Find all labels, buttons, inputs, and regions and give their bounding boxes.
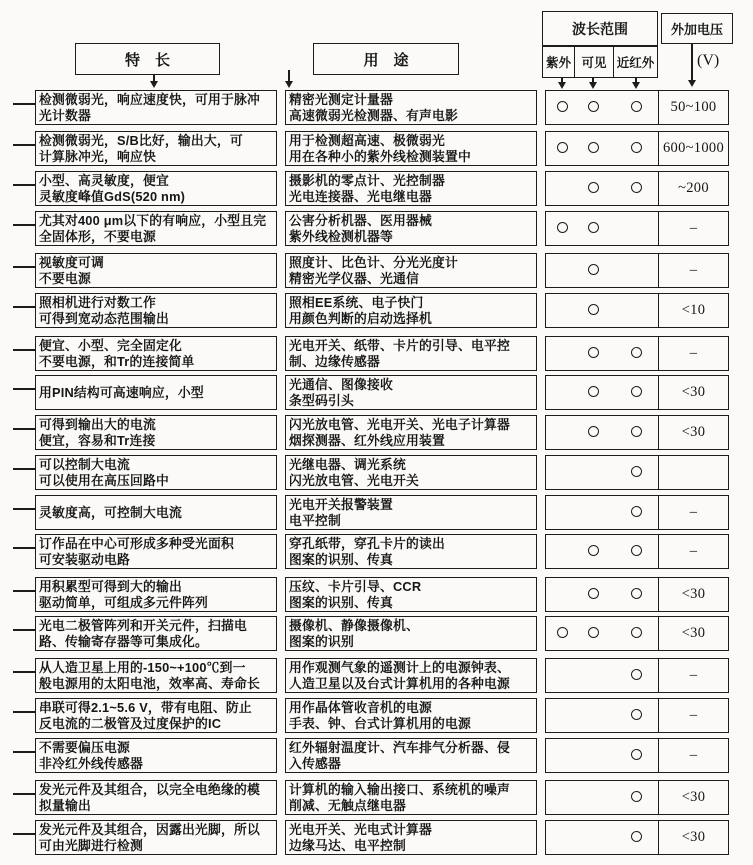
circle-mark-near-ir [631, 426, 642, 437]
use-line: 制、边缘传感器 [289, 353, 380, 369]
use-line: 电平控制 [289, 512, 341, 528]
circle-mark-near-ir [631, 347, 642, 358]
wavelength-marks-cell [546, 91, 659, 124]
circle-mark-visible [588, 545, 599, 556]
use-cell [285, 211, 537, 246]
circle-mark-visible [588, 264, 599, 275]
feature-cell [35, 738, 277, 773]
voltage-cell: – [689, 667, 698, 683]
table-row [0, 455, 753, 490]
row-tick-line [13, 671, 36, 673]
row-tick-line [13, 103, 36, 105]
marks-and-voltage-cell [545, 293, 729, 328]
wavelength-marks-cell [546, 254, 659, 287]
voltage-cell: <30 [681, 625, 706, 641]
feature-cell [35, 534, 277, 569]
circle-mark-near-ir [631, 831, 642, 842]
wavelength-marks-cell [546, 416, 659, 449]
row-tick-line [13, 266, 36, 268]
circle-mark-near-ir [631, 791, 642, 802]
feature-column-header: 特 长 [75, 43, 220, 75]
use-cell [285, 738, 537, 773]
wavelength-marks-cell [546, 821, 659, 854]
use-cell [285, 455, 537, 490]
feature-line: 光计数器 [39, 107, 91, 123]
use-line: 摄像机、静像摄像机、 [289, 618, 419, 634]
marks-and-voltage-cell [545, 253, 729, 288]
down-arrow-icon [288, 70, 290, 82]
feature-line: 路、传输寄存器等可集成化。 [39, 633, 208, 649]
feature-line: 发光元件及其组合，以完全电绝缘的模 [39, 782, 260, 798]
use-line: 边缘马达、电平控制 [289, 837, 406, 853]
feature-line: 从人造卫星上用的-150~+100℃到一 [39, 660, 246, 676]
use-line: 光电开关、纸带、卡片的引导、电平控 [289, 338, 510, 354]
table-row [0, 616, 753, 651]
use-cell [285, 534, 537, 569]
feature-cell [35, 90, 277, 125]
feature-line: 可安装驱动电路 [39, 551, 130, 567]
use-line: 紫外线检测机器等 [289, 228, 393, 244]
circle-mark-near-ir [631, 101, 642, 112]
use-cell [285, 336, 537, 371]
use-cell [285, 658, 537, 693]
wavelength-marks-cell [546, 781, 659, 814]
wavelength-marks-cell [546, 699, 659, 732]
feature-cell [35, 375, 277, 410]
voltage-cell: <30 [681, 789, 706, 805]
marks-and-voltage-cell [545, 738, 729, 773]
circle-mark-near-ir [631, 709, 642, 720]
row-tick-line [13, 388, 36, 390]
use-line: 光电开关、光电式计算器 [289, 822, 432, 838]
circle-mark-visible [588, 222, 599, 233]
use-line: 图案的识别 [289, 633, 354, 649]
feature-line: 不要电源，和Tr的连接简单 [39, 353, 195, 369]
voltage-cell: – [689, 262, 698, 278]
use-line: 条型码引头 [289, 392, 354, 408]
voltage-cell: <30 [681, 424, 706, 440]
table-row [0, 131, 753, 166]
use-cell [285, 293, 537, 328]
feature-cell [35, 698, 277, 733]
feature-line: 订作品在中心可形成多种受光面积 [39, 536, 234, 552]
voltage-cell: – [689, 543, 698, 559]
circle-mark-near-ir [631, 627, 642, 638]
use-line: 用在各种小的紫外线检测装置中 [289, 148, 471, 164]
feature-line: 可得到宽动态范围输出 [39, 310, 169, 326]
voltage-cell: <30 [681, 829, 706, 845]
table-row [0, 293, 753, 328]
use-line: 摄影机的零点计、光控制器 [289, 173, 445, 189]
use-line: 闪光放电管、光电开关、光电子计算器 [289, 417, 510, 433]
feature-line: 照相机进行对数工作 [39, 295, 156, 311]
circle-mark-visible [588, 426, 599, 437]
marks-and-voltage-cell [545, 658, 729, 693]
subheader-near-infrared: 近红外 [613, 46, 657, 77]
use-line: 图案的识别、传真 [289, 594, 393, 610]
feature-cell [35, 415, 277, 450]
use-line: 手表、钟、台式计算机用的电源 [289, 715, 471, 731]
use-cell [285, 698, 537, 733]
row-tick-line [13, 428, 36, 430]
table-row [0, 738, 753, 773]
wavelength-marks-cell [546, 132, 659, 165]
marks-and-voltage-cell [545, 90, 729, 125]
wavelength-marks-cell [546, 337, 659, 370]
wavelength-marks-cell [546, 659, 659, 692]
wavelength-range-header: 波长范围 [542, 11, 658, 47]
feature-line: 检测微弱光，响应速度快，可用于脉冲 [39, 92, 260, 108]
voltage-cell: 50~100 [670, 99, 717, 115]
use-line: 削减、无触点继电器 [289, 797, 406, 813]
table-row [0, 658, 753, 693]
circle-mark-near-ir [631, 588, 642, 599]
voltage-cell: <30 [681, 586, 706, 602]
feature-cell [35, 577, 277, 612]
circle-mark-visible [588, 142, 599, 153]
down-arrow-icon [561, 78, 563, 83]
use-cell [285, 375, 537, 410]
row-tick-line [13, 833, 36, 835]
circle-mark-near-ir [631, 545, 642, 556]
circle-mark-uv [557, 222, 568, 233]
row-tick-line [13, 306, 36, 308]
table-row [0, 698, 753, 733]
wavelength-marks-cell [546, 617, 659, 650]
circle-mark-visible [588, 304, 599, 315]
use-line: 公害分析机器、医用器械 [289, 213, 432, 229]
use-line: 图案的识别、传真 [289, 551, 393, 567]
use-line: 照度计、比色计、分光光度计 [289, 255, 458, 271]
circle-mark-near-ir [631, 182, 642, 193]
table-row [0, 577, 753, 612]
feature-line: 全固体形，不要电源 [39, 228, 156, 244]
voltage-cell: ~200 [678, 180, 709, 196]
row-tick-line [13, 184, 36, 186]
down-arrow-icon [635, 78, 637, 83]
circle-mark-visible [588, 182, 599, 193]
table-row [0, 534, 753, 569]
use-line: 入传感器 [289, 755, 341, 771]
feature-line: 计算脉冲光，响应快 [39, 148, 156, 164]
feature-line: 可以控制大电流 [39, 457, 130, 473]
circle-mark-uv [557, 627, 568, 638]
table-row [0, 495, 753, 530]
use-line: 烟探测器、红外线应用装置 [289, 432, 445, 448]
use-cell [285, 90, 537, 125]
use-line: 用于检测超高速、极微弱光 [289, 133, 445, 149]
row-tick-line [13, 508, 36, 510]
table-row [0, 211, 753, 246]
marks-and-voltage-cell [545, 616, 729, 651]
down-arrow-icon [153, 75, 155, 82]
subheader-uv: 紫外 [545, 55, 571, 70]
row-tick-line [13, 793, 36, 795]
circle-mark-visible [588, 347, 599, 358]
marks-and-voltage-cell [545, 534, 729, 569]
table-row [0, 415, 753, 450]
wavelength-marks-cell [546, 212, 659, 245]
circle-mark-near-ir [631, 466, 642, 477]
circle-mark-near-ir [631, 142, 642, 153]
use-cell [285, 577, 537, 612]
marks-and-voltage-cell [545, 375, 729, 410]
use-line: 红外辐射温度计、汽车排气分析器、侵 [289, 740, 510, 756]
marks-and-voltage-cell [545, 495, 729, 530]
use-cell [285, 253, 537, 288]
feature-line: 小型、高灵敏度，便宜 [39, 173, 169, 189]
use-column-header: 用 途 [313, 43, 459, 75]
wavelength-marks-cell [546, 376, 659, 409]
marks-and-voltage-cell [545, 820, 729, 855]
feature-cell [35, 780, 277, 815]
marks-and-voltage-cell [545, 211, 729, 246]
voltage-unit-label: (V) [697, 52, 720, 69]
circle-mark-near-ir [631, 506, 642, 517]
feature-line: 用PIN结构可高速响应，小型 [39, 384, 204, 400]
voltage-cell: <10 [681, 302, 706, 318]
row-tick-line [13, 590, 36, 592]
marks-and-voltage-cell [545, 336, 729, 371]
use-line: 光通信、图像接收 [289, 377, 393, 393]
marks-and-voltage-cell [545, 171, 729, 206]
use-line: 照相EE系统、电子快门 [289, 295, 424, 311]
row-tick-line [13, 547, 36, 549]
row-tick-line [13, 711, 36, 713]
voltage-cell: – [689, 707, 698, 723]
feature-line: 用积累型可得到大的输出 [39, 579, 182, 595]
circle-mark-near-ir [631, 749, 642, 760]
use-line: 精密光测定计量器 [289, 92, 393, 108]
feature-line: 可由光脚进行检测 [39, 837, 143, 853]
wavelength-marks-cell [546, 535, 659, 568]
table-row [0, 375, 753, 410]
table-row [0, 336, 753, 371]
wavelength-marks-cell [546, 578, 659, 611]
use-line: 压纹、卡片引导、CCR [289, 579, 422, 595]
use-cell [285, 415, 537, 450]
voltage-cell: 600~1000 [663, 140, 724, 156]
feature-line: 发光元件及其组合，因露出光脚，所以 [39, 822, 260, 838]
table-row [0, 171, 753, 206]
wavelength-marks-cell [546, 739, 659, 772]
feature-line: 反电流的二极管及过度保护的IC [39, 715, 222, 731]
row-tick-line [13, 224, 36, 226]
wavelength-subheader-row [542, 45, 658, 78]
circle-mark-uv [557, 142, 568, 153]
use-line: 人造卫星以及台式计算机用的各种电源 [289, 675, 510, 691]
circle-mark-uv [557, 101, 568, 112]
voltage-cell: – [689, 220, 698, 236]
wavelength-marks-cell [546, 456, 659, 489]
use-line: 光电连接器、光电继电器 [289, 188, 432, 204]
voltage-cell: – [689, 747, 698, 763]
use-line: 精密光学仪器、光通信 [289, 270, 419, 286]
use-cell [285, 171, 537, 206]
circle-mark-near-ir [631, 669, 642, 680]
use-line: 光继电器、调光系统 [289, 457, 406, 473]
use-line: 光电开关报警装置 [289, 497, 393, 513]
feature-line: 串联可得2.1~5.6 V，带有电阻、防止 [39, 700, 252, 716]
circle-mark-visible [588, 386, 599, 397]
marks-and-voltage-cell [545, 131, 729, 166]
feature-line: 便宜，容易和Tr连接 [39, 432, 156, 448]
use-line: 计算机的输入输出接口、系统机的噪声 [289, 782, 510, 798]
row-tick-line [13, 629, 36, 631]
use-cell [285, 820, 537, 855]
feature-cell [35, 131, 277, 166]
circle-mark-visible [588, 101, 599, 112]
use-line: 高速微弱光检测器、有声电影 [289, 107, 458, 123]
marks-and-voltage-cell [545, 415, 729, 450]
subheader-visible: 可见 [574, 46, 613, 77]
table-row [0, 780, 753, 815]
down-arrow-icon [592, 78, 594, 83]
feature-line: 可得到输出大的电流 [39, 417, 156, 433]
use-line: 闪光放电管、光电开关 [289, 472, 419, 488]
use-line: 用作晶体管收音机的电源 [289, 700, 432, 716]
feature-line: 便宜、小型、完全固定化 [39, 338, 182, 354]
table-row [0, 820, 753, 855]
voltage-cell: <30 [681, 384, 706, 400]
feature-cell [35, 293, 277, 328]
wavelength-marks-cell [546, 496, 659, 529]
marks-and-voltage-cell [545, 698, 729, 733]
feature-cell [35, 171, 277, 206]
use-line: 穿孔纸带，穿孔卡片的读出 [289, 536, 445, 552]
use-cell [285, 131, 537, 166]
marks-and-voltage-cell [545, 455, 729, 490]
feature-line: 光电二极管阵列和开关元件，扫描电 [39, 618, 247, 634]
feature-line: 尤其对400 μm以下的有响应，小型且完 [39, 213, 267, 229]
table-row [0, 90, 753, 125]
row-tick-line [13, 751, 36, 753]
feature-line: 般电源用的太阳电池，效率高、寿命长 [39, 675, 260, 691]
circle-mark-visible [588, 588, 599, 599]
feature-line: 不要电源 [39, 270, 91, 286]
feature-cell [35, 253, 277, 288]
marks-and-voltage-cell [545, 780, 729, 815]
table-row [0, 253, 753, 288]
down-arrow-icon [691, 43, 693, 81]
feature-line: 可以使用在高压回路中 [39, 472, 169, 488]
wavelength-marks-cell [546, 172, 659, 205]
feature-cell [35, 211, 277, 246]
feature-line: 驱动简单，可组成多元件阵列 [39, 594, 208, 610]
use-cell [285, 616, 537, 651]
row-tick-line [13, 349, 36, 351]
voltage-cell: – [689, 345, 698, 361]
feature-line: 检测微弱光，S/B比好，输出大，可 [39, 133, 243, 149]
feature-line: 灵敏度高，可控制大电流 [39, 504, 182, 520]
feature-line: 拟量输出 [39, 797, 91, 813]
use-line: 用颜色判断的启动选择机 [289, 310, 432, 326]
use-line: 用作观测气象的遥测计上的电源钟表、 [289, 660, 510, 676]
voltage-cell: – [689, 504, 698, 520]
feature-cell [35, 495, 277, 530]
circle-mark-near-ir [631, 386, 642, 397]
feature-cell [35, 616, 277, 651]
feature-line: 非冷红外线传感器 [39, 755, 143, 771]
feature-cell [35, 820, 277, 855]
feature-line: 灵敏度峰值GdS(520 nm) [39, 188, 186, 204]
feature-cell [35, 336, 277, 371]
row-tick-line [13, 468, 36, 470]
wavelength-marks-cell [546, 294, 659, 327]
applied-voltage-header: 外加电压 [661, 13, 733, 44]
feature-line: 视敏度可调 [39, 255, 104, 271]
use-cell [285, 780, 537, 815]
marks-and-voltage-cell [545, 577, 729, 612]
voltage-cell [659, 456, 728, 489]
feature-cell [35, 658, 277, 693]
feature-line: 不需要偏压电源 [39, 740, 130, 756]
row-tick-line [13, 144, 36, 146]
feature-cell [35, 455, 277, 490]
use-cell [285, 495, 537, 530]
circle-mark-visible [588, 627, 599, 638]
